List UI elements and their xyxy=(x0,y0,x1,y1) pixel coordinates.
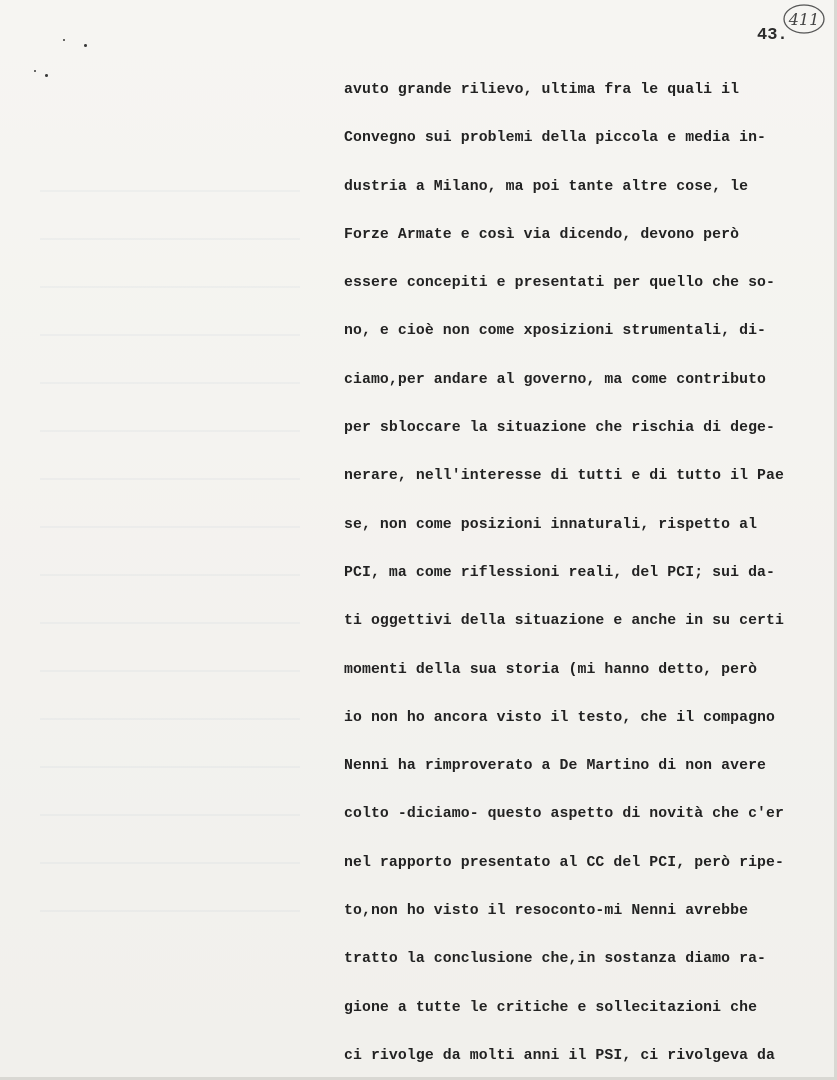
text-line: tratto la conclusione che,in sostanza diamo ra- xyxy=(344,951,767,968)
text-line: PCI, ma come riflessioni reali, del PCI; sui da- xyxy=(344,564,776,581)
svg-text:411: 411 xyxy=(788,10,820,29)
text-line: Convegno sui problemi della piccola e media in- xyxy=(344,130,767,147)
text-line: gione a tutte le critiche e sollecitazioni che xyxy=(344,999,758,1016)
text-line: Nenni ha rimproverato a De Martino di non avere xyxy=(344,758,767,775)
text-line: colto -diciamo- questo aspetto di novità che c'er xyxy=(344,806,784,823)
archive-stamp-icon xyxy=(782,2,826,36)
text-line: essere concepiti e presentati per quello che so- xyxy=(344,275,776,292)
ink-speck xyxy=(34,70,36,72)
text-line: se, non come posizioni innaturali, rispetto al xyxy=(344,516,758,533)
text-line: Forze Armate e così via dicendo, devono però xyxy=(344,226,740,243)
text-line: ci rivolge da molti anni il PSI, ci rivolgeva da xyxy=(344,1047,776,1064)
text-line: nerare, nell'interesse di tutti e di tutto il Pae xyxy=(344,468,784,485)
ink-speck xyxy=(45,74,48,77)
text-line: ti oggettivi della situazione e anche in su certi xyxy=(344,613,784,630)
ink-speck xyxy=(84,44,87,47)
typewritten-text xyxy=(344,66,834,1080)
text-line: no, e cioè non come xposizioni strumentali, di- xyxy=(344,323,767,340)
text-line: per sbloccare la situazione che rischia di dege- xyxy=(344,420,776,437)
page-number: 43. xyxy=(757,26,788,45)
text-line: momenti della sua storia (mi hanno detto, però xyxy=(344,661,758,678)
text-line: avuto grande rilievo, ultima fra le quali il xyxy=(344,82,740,98)
bleed-through-shadow xyxy=(40,150,300,950)
text-line: to,non ho visto il resoconto-mi Nenni avrebbe xyxy=(344,903,749,920)
text-line: ciamo,per andare al governo, ma come contributo xyxy=(344,371,767,388)
text-line: dustria a Milano, ma poi tante altre cose, le xyxy=(344,178,749,195)
text-line: nel rapporto presentato al CC del PCI, però ripe- xyxy=(344,854,784,871)
ink-speck xyxy=(63,39,65,41)
text-line: io non ho ancora visto il testo, che il compagno xyxy=(344,709,776,726)
